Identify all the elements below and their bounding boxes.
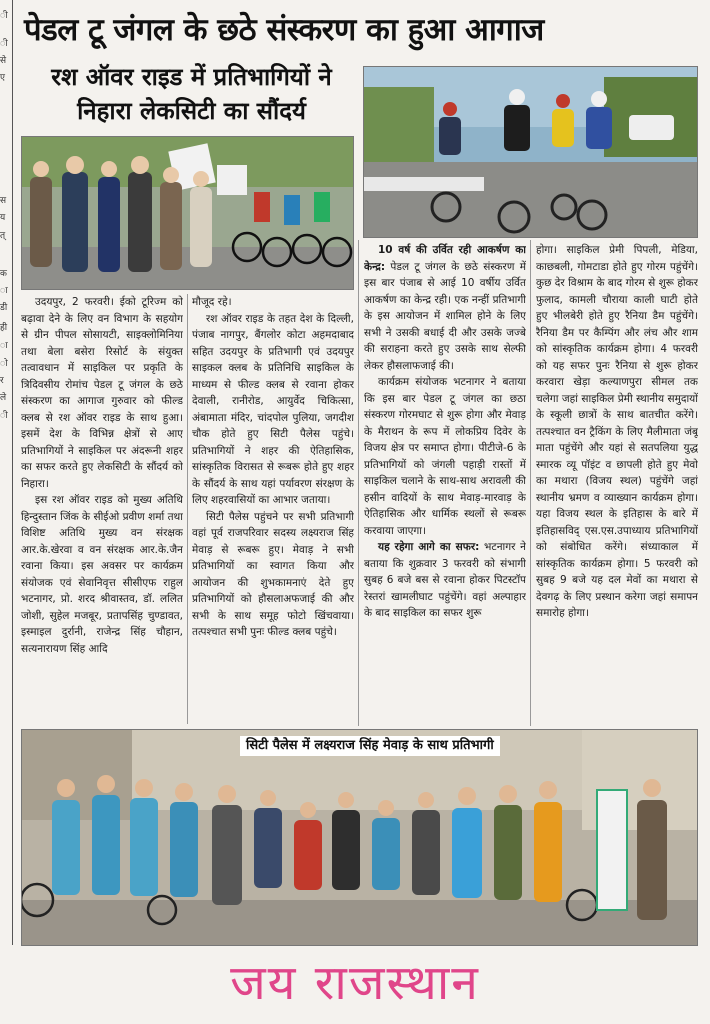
photo-caption: सिटी पैलेस में लक्ष्यराज सिंह मेवाड़ के साथ प्रतिभागी — [240, 736, 500, 756]
article-column-3 — [364, 242, 526, 726]
article-column-1 — [21, 294, 183, 726]
column3-paragraph: कार्यक्रम संयोजक भटनागर ने बताया कि इस बार पेडल टू जंगल का छठा संस्करण गोरमघाट से शुरू होगा और मेवाड़ के मैराथन के रूप में लोकप्रिय दिवेर के विजय क्षेत्र पर समाप्त होगा। पीटीजे-6 के प्रतिभागियों को जंगली पहाड़ी रास्तों में साइकिल चलाने के साथ-साथ अरावली की हसीन वादियों के साथ मेवाड़-मारवाड़ के ऐतिहासिक और धार्मिक स्थलों से रूबरू करवाया जाएगा। — [364, 376, 526, 537]
strip-fragment: ी — [0, 11, 8, 21]
strip-fragment: ा — [0, 341, 8, 351]
strip-fragment: से — [0, 56, 7, 66]
strip-fragment: त् — [0, 231, 6, 241]
subheadline: रश ऑवर राइड में प्रतिभागियों ने निहारा लेकसिटी का सौंदर्य — [51, 63, 332, 125]
column2-paragraph: सिटी पैलेस पहुंचने पर सभी प्रतिभागी वहां पूर्व राजपरिवार सदस्य लक्ष्यराज सिंह मेवाड़ से रूबरू हुए। मेवाड़ ने सभी प्रतिभागियों का स्वागत किया और आयोजन की शुभकामनाएं देते हुए प्रतिभागियों को हौसलाअफजाई की और सभी के साथ समूह फोटो खिंचवाया। तत्पश्चात सभी पुनः फील्ड क्लब पहुंचे। — [192, 510, 354, 638]
subheading-urvit: 10 वर्ष की उर्वित रही आकर्षण का केन्द्र: — [364, 244, 526, 273]
column1-paragraph: इस रश ऑवर राइड को मुख्य अतिथि हिन्दुस्तान जिंक के सीईओ प्रवीण शर्मा तथा विशिष्ट अतिथि मुख्य वन संरक्षक आर.के.खेरवा व वन संरक्षक आर.के.जैन रवाना किया। इस अवसर पर कार्यक्रम संयोजक एवं सेवानिवृत्त सीसीएफ राहुल भटनागर, प्रो. शरद श्रीवास्तव, डॉ. ललित जोशी, सुहेल मजबूर, प्रतापसिंह चुण्डावत, इस्माइल दुर्रानी, राजेन्द्र सिंह चौहान, सत्यनारायण सिंह आदि — [21, 494, 183, 655]
strip-fragment: ी — [0, 39, 8, 49]
column3-paragraph: पेडल टू जंगल के छठे संस्करण में इस बार पंजाब से आई 10 वर्षीय उर्वित आकर्षण का केन्द्र रही। एक नन्हीं प्रतिभागी के इस आयोजन में शामिल होने के लिए सभी ने उसकी बधाई दी और उसके जज्बे की सराहना करते हुए उसके साथ सेल्फी लेकर हौसलाफजाई की। — [364, 260, 526, 372]
column4-paragraph: होगा। साइकिल प्रेमी पिपली, मेडिया, काछबली, गोमटाडा होते हुए गोरम पहुंचेंगे। कुछ देर विश्राम के बाद गोरम से शुरू होकर फुलाद, कामली चौराया काली घाटी होते हुए भीलबेरी होते हुए रैनिया डैम पहुंचेंगे। रैनिया डैम पर कैम्पिंग और लंच और शाम को सांस्कृतिक कार्यक्रम होगा। 4 फरवरी को यह सफर पुनः रैनिया से शुरू होकर करवारा खेड़ा कल्याणपुरा सीमल तक चलेगा जहां साइकिल प्रेमी स्थानीय समुदायों के स्कूली छात्रों के साथ बातचीत करेंगे। तत्पश्चात वन ट्रैकिंग के लिए मैलीमाता जंबू माता पहुंचेंगे और यहां से सतपलिया युद्ध स्मारक व्यू पॉइंट व छापली होते हुए मेवो का मथारा (विजय स्थल) पहुंचेंगे जहां स्थानीय भ्रमण व व्याख्यान कार्यक्रम होगा। यहा विजय स्थल के इतिहास के बारे में इतिहासविद् एस.एस.उपाध्याय प्रतिभागियों को संबोधित करेंगे। संध्याकाल में सांस्कृतिक कार्यक्रम होगा। 5 फरवरी को सुबह 9 बजे यह दल मेवों का मथारा से देवगढ़ के लिए प्रस्थान करेगा जहां समापन समारोह होगा। — [536, 244, 698, 619]
strip-fragment: ही — [0, 323, 8, 333]
column2-paragraph: मौजूद रहे। — [192, 296, 232, 308]
column3-paragraph: भटनागर ने बताया कि शुक्रवार 3 फरवरी को संभागी सुबह 6 बजे बस से रवाना होकर पिटस्टॉप रेस्तरां खामलीघाट पहुंचेंगे। वहां अल्पाहार के बाद साइकिल का सफर शुरू — [364, 541, 526, 619]
cyclists-road-photo — [363, 66, 698, 238]
strip-fragment: ो — [0, 359, 8, 369]
strip-fragment: ए — [0, 73, 5, 83]
strip-fragment: स — [0, 196, 7, 206]
column-divider — [530, 240, 531, 726]
column-divider — [187, 294, 188, 724]
group-photo-city-palace — [21, 729, 698, 946]
strip-fragment: डी — [0, 303, 8, 313]
strip-fragment: र — [0, 376, 4, 386]
flag-off-ceremony-photo — [21, 136, 354, 290]
strip-fragment: ी — [0, 411, 8, 421]
strip-fragment: क — [0, 269, 7, 279]
strip-fragment: ा — [0, 286, 8, 296]
subheading-journey: यह रहेगा आगे का सफर: — [378, 541, 480, 553]
article-column-2 — [192, 294, 354, 726]
column2-paragraph: रश ऑवर राइड के तहत देश के दिल्ली, पंजाब नागपुर, बैंगलोर कोटा अहमदाबाद सहित उदयपुर के प्रतिभागी एवं उदयपुर साइकल क्लब के प्रतिनिधि साइकिल के माध्यम से फील्ड क्लब से रवाना होकर देवाली, रानीरोड, आयुर्वेद चिकित्सा, अंबामाता मंदिर, चांदपोल पुलिया, जगदीश चौक होते हुए सिटी पैलेस पहुंचे। प्रतिभागियों ने शहर की ऐतिहासिक, सांस्कृतिक विरासत से रूबरू होते हुए शहर के सौंदर्य के साथ यहां पर्यावरण संरक्षण के लिए शहरवासियों का आभार जताया। — [192, 312, 354, 506]
newspaper-brand: जय राजस्थान — [230, 955, 480, 1011]
article-column-4 — [536, 242, 698, 726]
strip-fragment: य — [0, 213, 6, 223]
strip-fragment: ले — [0, 393, 7, 403]
headline: पेडल टू जंगल के छठे संस्करण का हुआ आगाज — [24, 12, 544, 48]
column1-paragraph: उदयपुर, 2 फरवरी। ईको टूरिज्म को बढ़ावा देने के लिए वन विभाग के सहयोग से ग्रीन पीपल सोसायटी, साइक्लोमिनिया तथा बेला बसेरा रिसोर्ट के संयुक्त तत्वावधान में साइकिल पर प्रकृति के त्रिदिवसीय रोमांच पेडल टू जंगल के छठे संस्करण का आगाज गुरुवार को फील्ड क्लब से रश ऑवर राइड के साथ हुआ। इसमें देश के विभिन्न क्षेत्रों से आए प्रतिभागियों ने साइकिल पर अंदरूनी शहर का सफर करते हुए लेकसिटी के सौंदर्य को निहारा। — [21, 296, 183, 490]
column-divider — [358, 240, 359, 726]
adjacent-page-strip — [0, 0, 13, 945]
